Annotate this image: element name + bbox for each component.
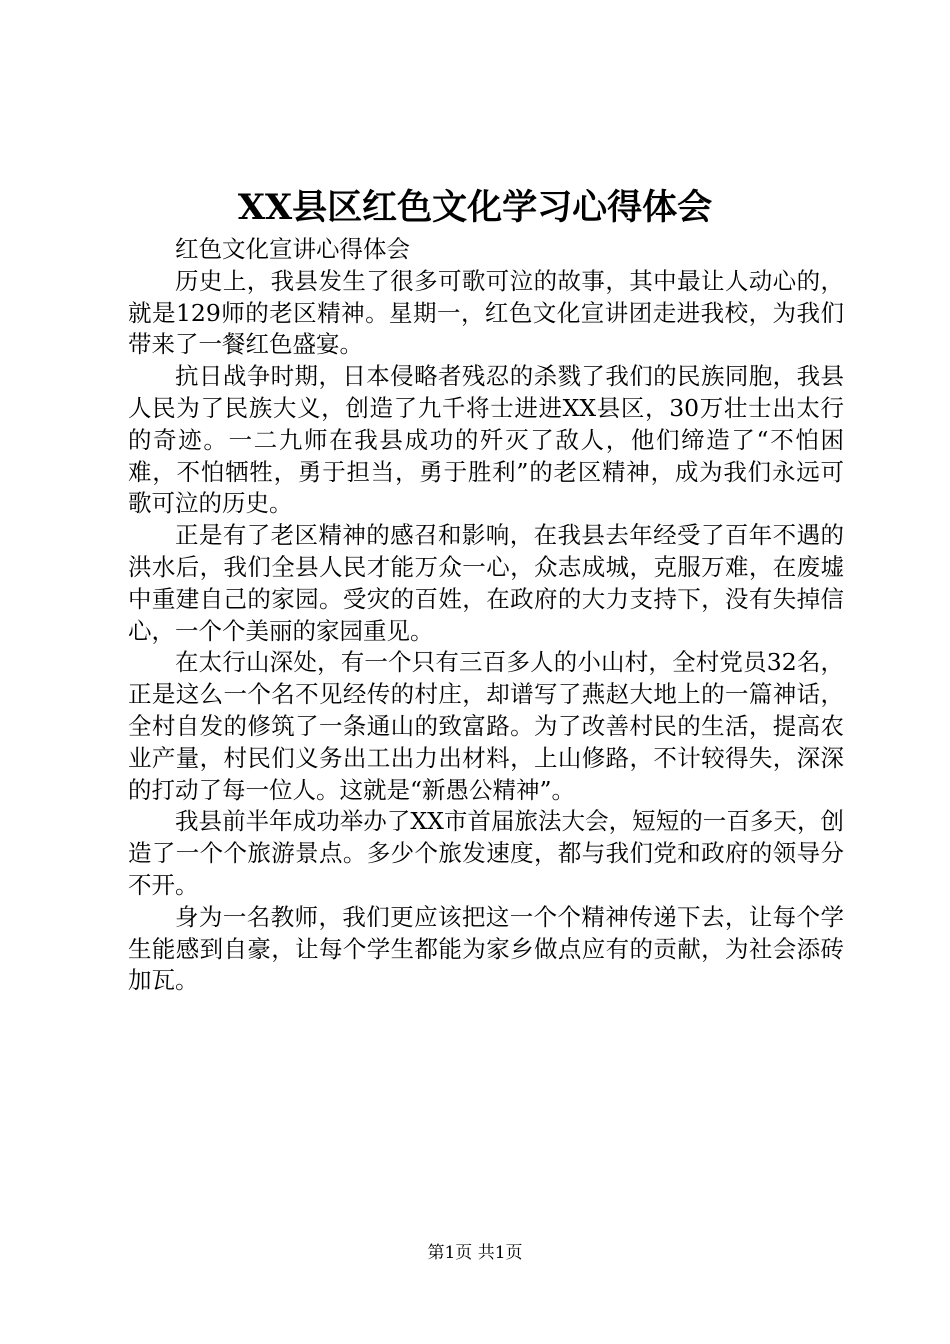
paragraph-5: 我县前半年成功举办了XX市首届旅法大会，短短的一百多天，创造了一个个旅游景点。多少个旅发速度，都与我们党和政府的领导分不开。 (128, 807, 844, 899)
document-body (128, 234, 844, 997)
paragraph-1: 历史上，我县发生了很多可歌可泣的故事，其中最让人动心的，就是129师的老区精神。星期一，红色文化宣讲团走进我校，为我们带来了一餐红色盛宴。 (128, 266, 844, 359)
paragraph-6: 身为一名教师，我们更应该把这一个个精神传递下去，让每个学生能感到自豪，让每个学生都能为家乡做点应有的贡献，为社会添砖加瓦。 (128, 902, 844, 995)
paragraph-2: 抗日战争时期，日本侵略者残忍的杀戮了我们的民族同胞，我县人民为了民族大义，创造了九千将士进进XX县区，30万壮士出太行的奇迹。一二九师在我县成功的歼灭了敌人，他们缔造了“不怕困难，不怕牺牲，勇于担当，勇于胜利”的老区精神，成为我们永远可歌可泣的历史。 (128, 362, 844, 518)
document-subtitle: 红色文化宣讲心得体会 (175, 235, 410, 263)
paragraph-4: 在太行山深处，有一个只有三百多人的小山村，全村党员32名，正是这么一个名不见经传的村庄，却谱写了燕赵大地上的一篇神话，全村自发的修筑了一条通山的致富路。为了改善村民的生活，提高农业产量，村民们义务出工出力出材料，上山修路，不计较得失，深深的打动了每一位人。这就是“新愚公精神”。 (128, 648, 844, 804)
page-footer: 第1页 共1页 (427, 1243, 523, 1263)
document-title: XX县区红色文化学习心得体会 (237, 187, 713, 228)
paragraph-3: 正是有了老区精神的感召和影响，在我县去年经受了百年不遇的洪水后，我们全县人民才能万众一心，众志成城，克服万难，在废墟中重建自己的家园。受灾的百姓，在政府的大力支持下，没有失掉信心，一个个美丽的家园重见。 (128, 521, 844, 645)
